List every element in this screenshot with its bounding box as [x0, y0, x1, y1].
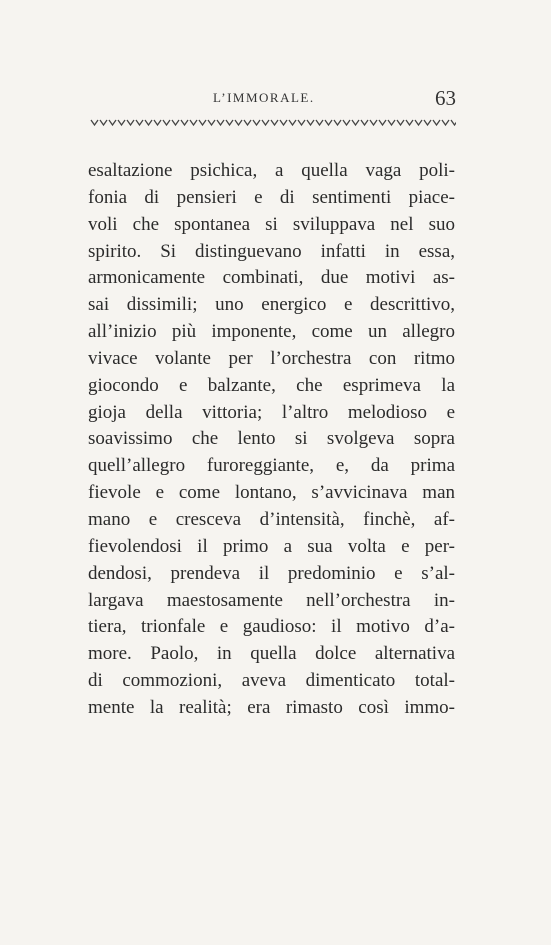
text-line: mano e cresceva d’intensità, finchè, af- — [88, 508, 455, 530]
text-line: more. Paolo, in quella dolce alternativa — [88, 643, 455, 665]
text-line: giocondo e balzante, che esprimeva la — [88, 374, 455, 396]
text-line: fievolendosi il primo a sua volta e per- — [88, 535, 455, 557]
text-line: spirito. Si distinguevano infatti in essa, — [88, 240, 455, 262]
text-line: gioja della vittoria; l’altro melodioso e — [88, 401, 455, 423]
text-line: fonia di pensieri e di sentimenti piace- — [88, 186, 455, 208]
text-line: tiera, trionfale e gaudioso: il motivo d’a- — [88, 616, 455, 638]
text-line: largava maestosamente nell’orchestra in- — [88, 589, 455, 611]
page-number: 63 — [435, 86, 456, 110]
text-line: quell’allegro furoreggiante, e, da prima — [88, 455, 455, 477]
text-line: fievole e come lontano, s’avvicinava man — [88, 482, 455, 504]
text-line: vivace volante per l’orchestra con ritmo — [88, 347, 455, 369]
running-title: L’IMMORALE. — [213, 90, 315, 105]
body-text — [88, 158, 455, 722]
decorative-rule-ornament — [90, 118, 456, 128]
page-header — [88, 86, 468, 116]
text-line: sai dissimili; uno energico e descrittivo, — [88, 294, 455, 316]
text-line: dendosi, prendeva il predominio e s’al- — [88, 562, 455, 584]
text-line: mente la realità; era rimasto così immo- — [88, 696, 455, 718]
ornament-chevron-row — [90, 118, 456, 128]
text-line: di commozioni, aveva dimenticato total- — [88, 670, 455, 692]
text-line: esaltazione psichica, a quella vaga poli- — [88, 160, 455, 181]
text-line: armonicamente combinati, due motivi as- — [88, 267, 455, 289]
text-line: voli che spontanea si sviluppava nel suo — [88, 213, 455, 235]
text-line: all’inizio più imponente, come un allegro — [88, 321, 455, 343]
text-line: soavissimo che lento si svolgeva sopra — [88, 428, 455, 450]
